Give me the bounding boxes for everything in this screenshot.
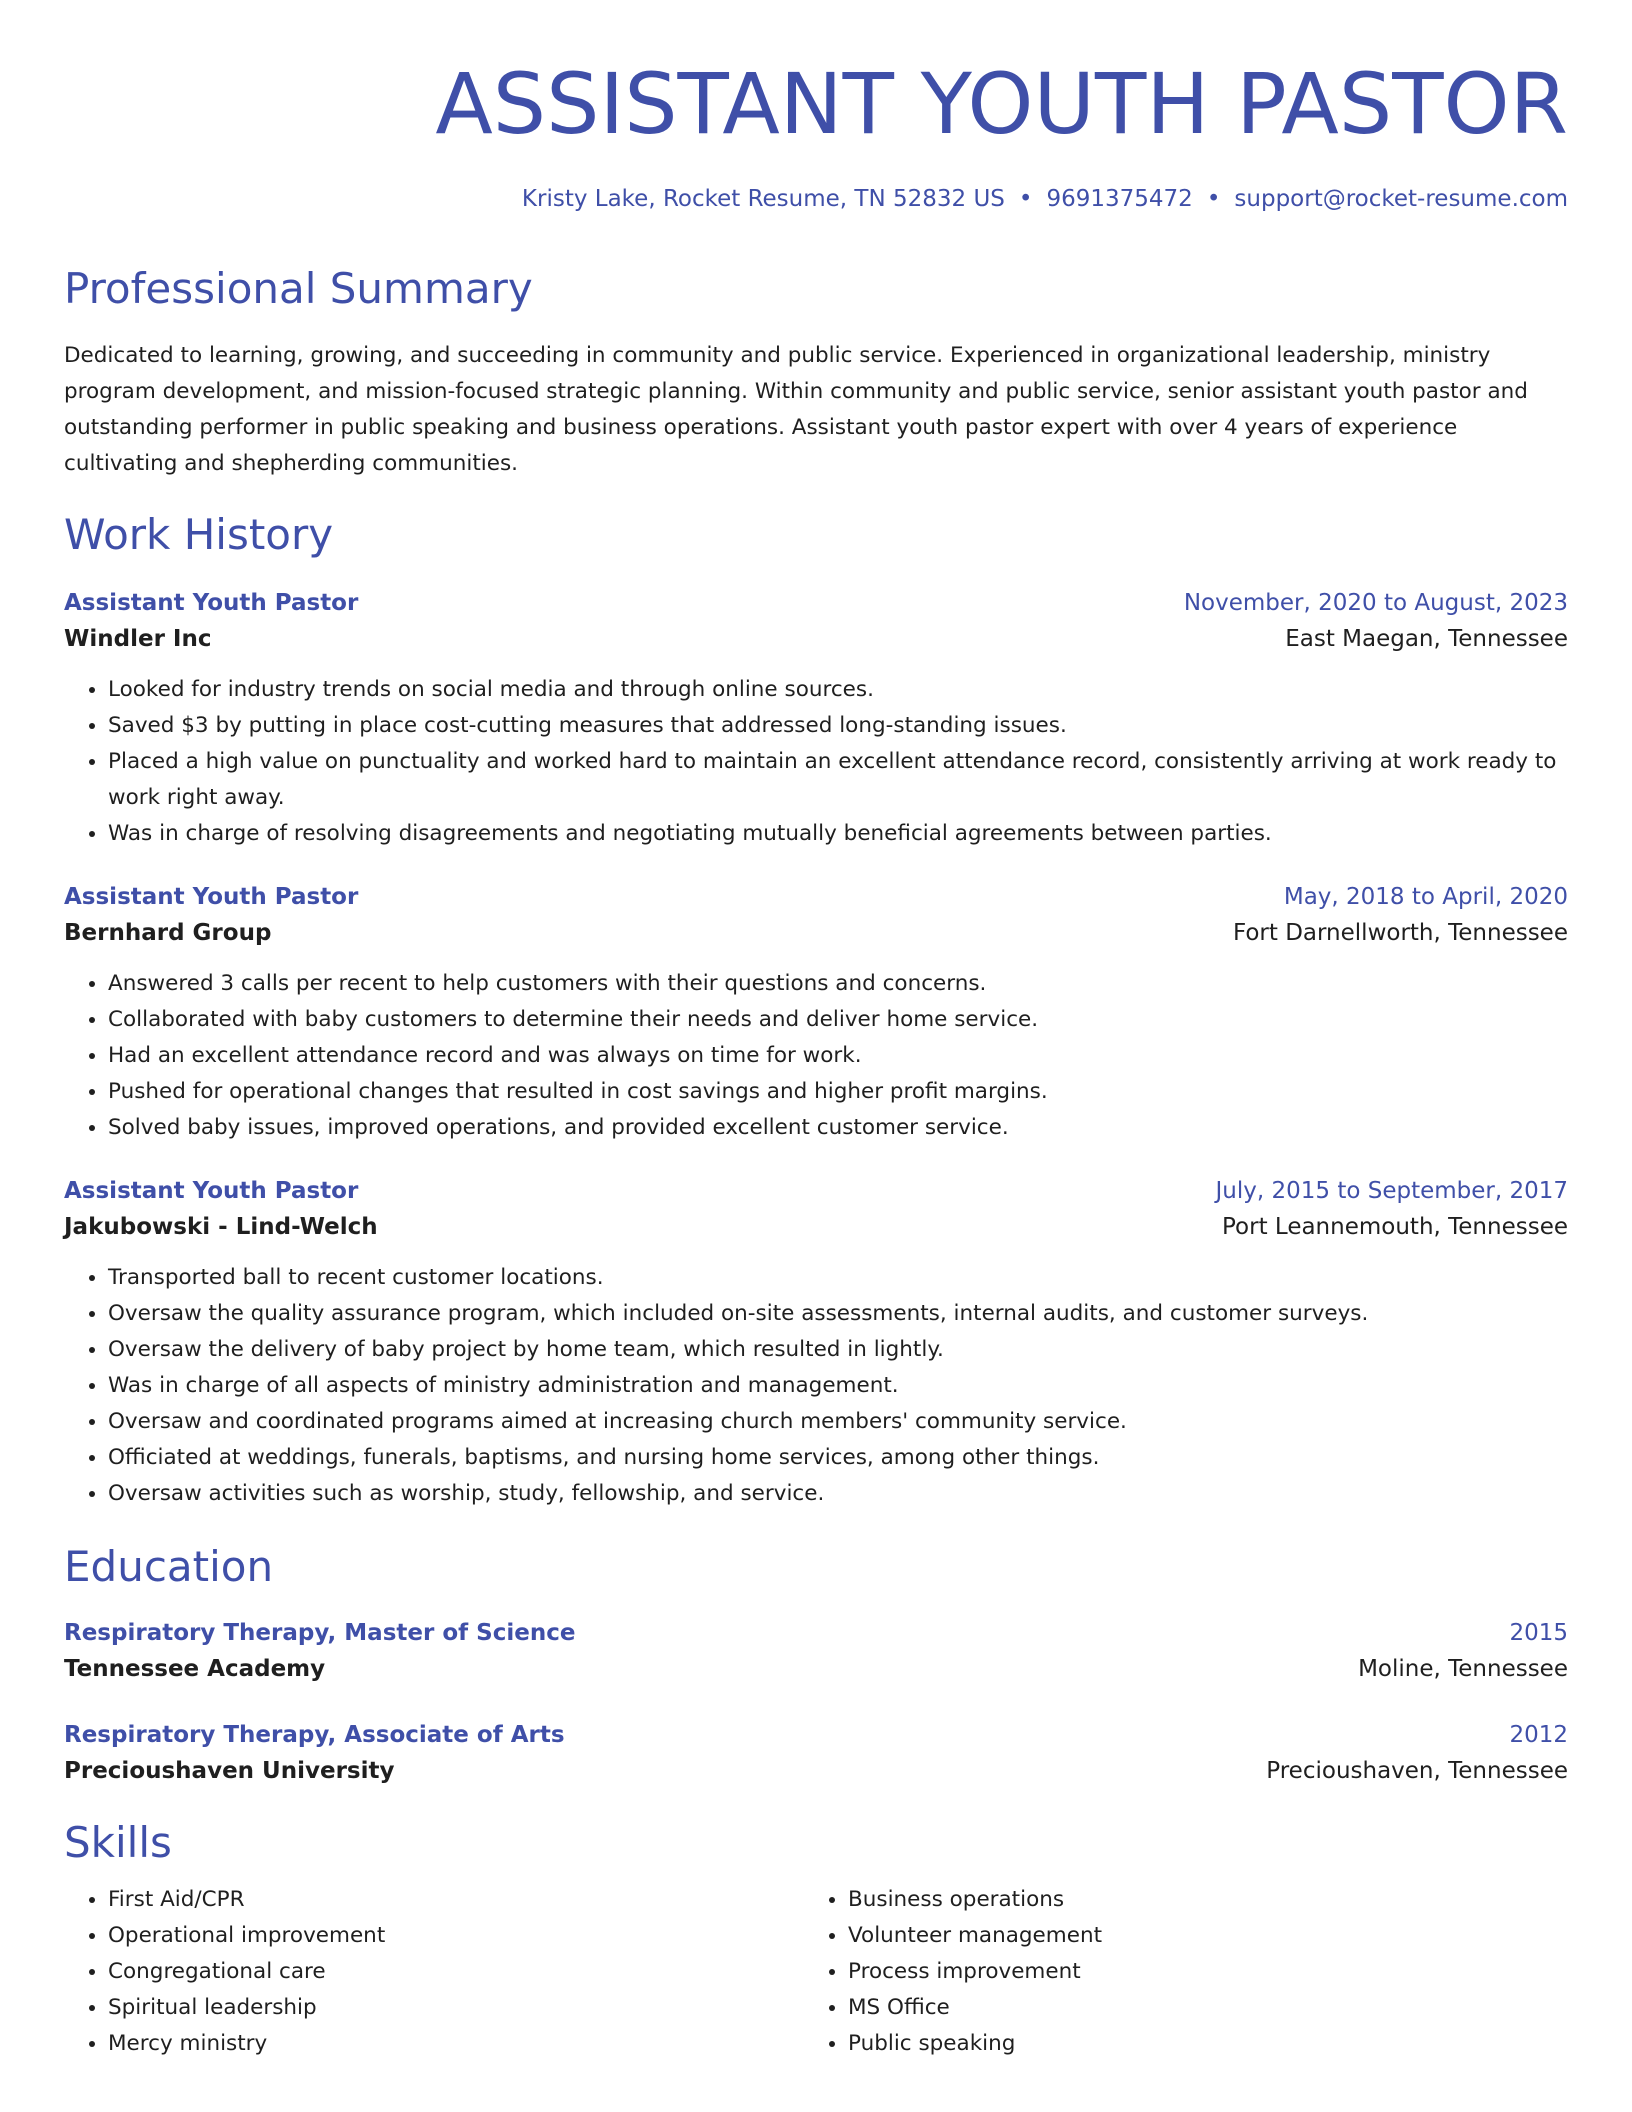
summary-text: Dedicated to learning, growing, and succeeding in community and public service. Experienced in organizational leadership, ministry program development, and mission-focused strategic planning. Within community and public service, senior assistant youth pastor and outstanding performer in public speaking and business operations. Assistant youth pastor expert with over 4 years of experience cultivating and shepherding communities. <box>64 343 1528 476</box>
job-location: Port Leannemouth, Tennessee <box>1222 1214 1568 1240</box>
skill-item: • First Aid/CPR <box>108 1882 804 1918</box>
education-heading: Education <box>64 1542 274 1591</box>
skills-list-right <box>804 1882 1544 2062</box>
skills-columns <box>64 1882 1568 2062</box>
job-entry <box>64 880 1568 1146</box>
contact-separator: • <box>1206 186 1221 212</box>
job-title: Assistant Youth Pastor <box>64 1178 359 1204</box>
work-history-heading: Work History <box>64 510 334 559</box>
contact-separator: • <box>1018 186 1033 212</box>
job-title: Assistant Youth Pastor <box>64 590 359 616</box>
skill-item: • MS Office <box>848 1990 1544 2026</box>
job-location: Fort Darnellworth, Tennessee <box>1232 920 1568 946</box>
education-entry <box>64 1718 1568 1790</box>
skill-item: • Business operations <box>848 1882 1544 1918</box>
summary-heading: Professional Summary <box>64 264 533 313</box>
job-bullet: • Oversaw the delivery of baby project by home team, which resulted in lightly. <box>108 1332 1568 1368</box>
skill-item: • Process improvement <box>848 1954 1544 1990</box>
job-bullet: • Saved $3 by putting in place cost-cutting measures that addressed long-standing issues. <box>108 708 1568 744</box>
job-entry <box>64 1174 1568 1512</box>
skill-item: • Mercy ministry <box>108 2026 804 2062</box>
education-location: Precioushaven, Tennessee <box>1266 1758 1568 1784</box>
skill-item: • Congregational care <box>108 1954 804 1990</box>
job-bullet: • Oversaw the quality assurance program, which included on-site assessments, internal audits, and customer surveys. <box>108 1296 1568 1332</box>
job-bullet: • Had an excellent attendance record and was always on time for work. <box>108 1038 1568 1074</box>
skill-item: • Operational improvement <box>108 1918 804 1954</box>
job-bullet: • Solved baby issues, improved operations, and provided excellent customer service. <box>108 1110 1568 1146</box>
job-company: Windler Inc <box>64 626 212 652</box>
education-degree: Respiratory Therapy, Associate of Arts <box>64 1722 565 1748</box>
skill-item: • Spiritual leadership <box>108 1990 804 2026</box>
resume-header <box>64 55 1568 214</box>
job-company: Jakubowski - Lind-Welch <box>64 1214 378 1240</box>
job-title: Assistant Youth Pastor <box>64 884 359 910</box>
education-entry <box>64 1616 1568 1688</box>
skill-item: • Volunteer management <box>848 1918 1544 1954</box>
skill-item: • Public speaking <box>848 2026 1544 2062</box>
job-bullet: • Pushed for operational changes that resulted in cost savings and higher profit margins. <box>108 1074 1568 1110</box>
job-bullets <box>64 966 1568 1146</box>
job-dates: July, 2015 to September, 2017 <box>1215 1178 1568 1204</box>
education-location: Moline, Tennessee <box>1358 1656 1568 1682</box>
education-year: 2015 <box>1509 1620 1568 1646</box>
job-company: Bernhard Group <box>64 920 272 946</box>
skills-list-left <box>64 1882 804 2062</box>
job-bullet: • Was in charge of resolving disagreements and negotiating mutually beneficial agreements between parties. <box>108 816 1568 852</box>
contact-email: support@rocket-resume.com <box>1234 186 1568 212</box>
job-location: East Maegan, Tennessee <box>1285 626 1568 652</box>
job-bullets <box>64 1260 1568 1512</box>
job-bullet: • Transported ball to recent customer locations. <box>108 1260 1568 1296</box>
education-year: 2012 <box>1509 1722 1568 1748</box>
job-bullet: • Collaborated with baby customers to determine their needs and deliver home service. <box>108 1002 1568 1038</box>
job-bullet: • Officiated at weddings, funerals, baptisms, and nursing home services, among other things. <box>108 1440 1568 1476</box>
job-bullet: • Was in charge of all aspects of ministry administration and management. <box>108 1368 1568 1404</box>
job-dates: November, 2020 to August, 2023 <box>1183 590 1568 616</box>
resume-title: ASSISTANT YOUTH PASTOR <box>435 55 1568 153</box>
education-degree: Respiratory Therapy, Master of Science <box>64 1620 576 1646</box>
job-bullets <box>64 672 1568 852</box>
job-entry <box>64 586 1568 852</box>
job-bullet: • Placed a high value on punctuality and worked hard to maintain an excellent attendance record, consistently arriving at work ready to work right away. <box>108 744 1568 816</box>
education-school: Precioushaven University <box>64 1758 395 1784</box>
job-dates: May, 2018 to April, 2020 <box>1283 884 1568 910</box>
education-school: Tennessee Academy <box>64 1656 326 1682</box>
job-bullet: • Answered 3 calls per recent to help customers with their questions and concerns. <box>108 966 1568 1002</box>
job-bullet: • Oversaw activities such as worship, study, fellowship, and service. <box>108 1476 1568 1512</box>
skills-heading: Skills <box>64 1818 172 1867</box>
job-bullet: • Looked for industry trends on social media and through online sources. <box>108 672 1568 708</box>
contact-phone: 9691375472 <box>1046 186 1193 212</box>
contact-line <box>64 184 1568 214</box>
job-bullet: • Oversaw and coordinated programs aimed at increasing church members' community service. <box>108 1404 1568 1440</box>
contact-address: Kristy Lake, Rocket Resume, TN 52832 US <box>521 186 1005 212</box>
